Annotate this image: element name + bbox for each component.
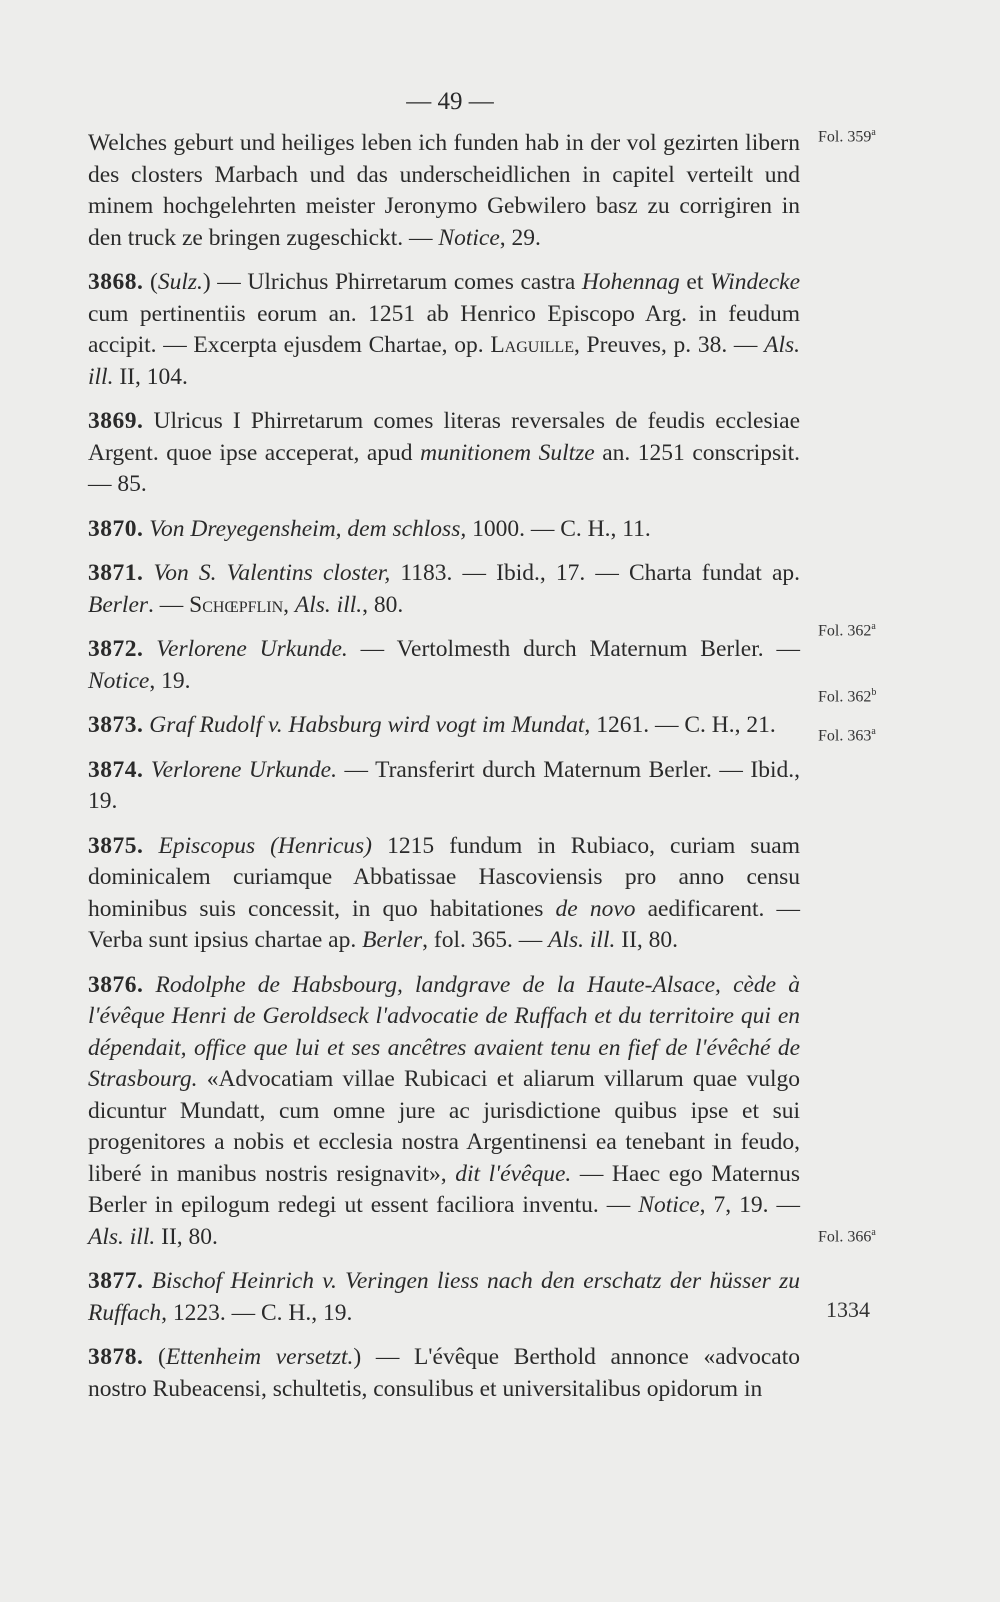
margin-note-label: Fol. 366 (818, 1228, 872, 1246)
margin-note-fol-362a (818, 621, 938, 640)
margin-note-fol-359a (818, 127, 938, 146)
text-run: ( (143, 269, 158, 295)
margin-note-label: 1334 (826, 1297, 870, 1322)
text-run-italic: de novo (555, 895, 636, 922)
margin-note-label: Fol. 362 (818, 688, 872, 706)
text-run: aedificarent. — Verba sunt ipsius chartae ap. (88, 895, 800, 953)
text-run: ) — Ulrichus Phirretarum comes castra (202, 269, 582, 295)
margin-note-sup: a (871, 1227, 876, 1238)
entry-3868 (88, 267, 800, 393)
text-run-italic: Von S. Valentins closter, (153, 560, 391, 586)
text-run-italic: Notice (88, 667, 150, 694)
text-run: et (679, 269, 710, 295)
margin-note-sup: b (871, 687, 877, 698)
margin-year (826, 1297, 946, 1323)
entry-intro (88, 128, 800, 254)
entry-3869 (88, 406, 800, 501)
text-run-italic: Bischof Heinrich v. Veringen liess nach den erschatz der hüsser zu Ruffach, (88, 1268, 800, 1326)
text-run-italic: Als. ill. (88, 1223, 156, 1250)
entry-number: 3877. (88, 1268, 144, 1294)
text-run-italic: Berler (88, 591, 149, 618)
entry-3871 (88, 558, 800, 621)
margin-note-label: Fol. 362 (818, 622, 872, 640)
entry-number: 3869. (88, 408, 144, 434)
text-run: — Transferirt durch Maternum Berler. — Ibid., 19. (88, 756, 801, 814)
margin-note-fol-366a (818, 1227, 938, 1246)
text-run: , 29. (499, 224, 541, 251)
text-run: an. 1251 conscripsit. — 85. (88, 439, 801, 497)
text-run: II, 104. (113, 363, 188, 390)
main-text (88, 128, 800, 1418)
text-run-italic: Als. ill. (88, 332, 801, 390)
margin-note-fol-362b (818, 687, 938, 706)
text-run (143, 1268, 151, 1294)
text-run: , Preuves, p. 38. — (573, 332, 765, 358)
text-run-italic: Als. ill. (548, 927, 616, 953)
text-run-italic: Hohennag (581, 269, 680, 295)
text-run: 1000. — C. H., 11. (466, 515, 651, 542)
text-run: Welches geburt und heiliges leben ich funden hab in der vol gezirten libern des closters Marbach und das underscheidlichen in capitel verteilt und minem hochgelehrten meister Jeronymo Gebwilero basz zu corrigiren in den truck ze bringen zugeschickt. — (88, 130, 800, 251)
entry-3877 (88, 1266, 800, 1329)
text-run: II, 80. (155, 1223, 218, 1250)
text-run-italic: Ettenheim versetzt. (165, 1344, 354, 1370)
text-run: , 19. (149, 667, 191, 694)
text-run-italic: Sulz. (157, 269, 203, 295)
margin-note-sup: a (871, 726, 876, 737)
text-run (143, 757, 151, 783)
text-run: 1223. — C. H., 19. (166, 1299, 353, 1326)
entry-3876 (88, 970, 800, 1254)
text-run: . — (148, 591, 190, 618)
text-run: 1261. — C. H., 21. (590, 712, 776, 738)
text-run: II, 80. (615, 927, 679, 953)
text-run-italic: Rodolphe de Habsbourg, landgrave de la Haute-Alsace, cède à l'évêque Henri de Geroldseck l'advocatie de Ruffach et du territoire qui en dépendait, office que lui et ses ancêtres avaient tenu en fief de l'évêché de Strasbourg. (88, 971, 800, 1092)
entry-3873 (88, 710, 800, 742)
text-run: , fol. 365. — (422, 927, 549, 953)
text-run (143, 560, 153, 586)
entry-number: 3878. (88, 1344, 144, 1370)
margin-note-label: Fol. 363 (818, 727, 872, 745)
entry-3874 (88, 755, 800, 818)
text-run-italic: Windecke (709, 269, 800, 295)
entry-number: 3876. (88, 971, 144, 998)
text-run-italic: Verlorene Urkunde. (150, 756, 337, 783)
text-run-italic: Von Dreyegensheim, dem schloss, (149, 515, 467, 542)
text-run: ( (143, 1344, 166, 1370)
entry-3875 (88, 831, 800, 957)
text-run: cum pertinentiis eorum an. 1251 ab Henrico Episcopo Arg. in feudum accipit. — Excerpta ejusdem Chartae, op. (88, 300, 800, 358)
text-run: , 7, 19. — (699, 1192, 801, 1218)
margin-note-sup: a (871, 621, 876, 632)
entry-3872 (88, 634, 800, 697)
entry-number: 3872. (88, 636, 144, 662)
text-run: — Haec ego Maternus Berler in epilogum redegi ut essent faciliora inventu. — (88, 1160, 800, 1218)
entry-3870 (88, 514, 800, 546)
entry-number: 3873. (88, 712, 144, 738)
text-run (143, 636, 156, 662)
text-run: 1215 fundum in Rubiaco, curiam suam dominicalem curiamque Abbatissae Hascoviensis pro anno censu hominibus suis concessit, in quo habitationes (88, 832, 800, 922)
margin-note-label: Fol. 359 (818, 128, 872, 146)
text-run-italic: Episcopus (Henricus) (158, 832, 372, 859)
text-run: , (283, 591, 295, 618)
text-run: , 80. (362, 591, 404, 618)
entry-number: 3868. (88, 269, 144, 295)
margin-note-fol-363a (818, 726, 938, 745)
text-run: «Advocatiam villae Rubicaci et aliarum villarum quae vulgo dicuntur Mundatt, cum omne jure ac jurisdictione quibus ipse et sui progenitores a nobis et ecclesia nostra Argentinensi ea tenebant in feudo, liberé in manibus nostris resignavit», (88, 1066, 800, 1187)
page-number: — 49 — (406, 88, 494, 115)
entry-3878 (88, 1342, 800, 1405)
text-run: 1183. — Ibid., 17. — Charta fundat ap. (390, 560, 800, 586)
margin-note-sup: a (871, 127, 876, 138)
text-run-italic: Verlorene Urkunde. (156, 636, 348, 662)
text-run: ) — L'évêque Berthold annonce «advocato nostro Rubeacensi, schultetis, consulibus et universitalibus opidorum in (88, 1344, 801, 1402)
text-run-italic: Notice (638, 1192, 700, 1218)
entry-number: 3874. (88, 756, 144, 783)
entry-number: 3871. (88, 560, 144, 586)
text-run (143, 833, 158, 859)
text-run-italic: Graf Rudolf v. Habsburg wird vogt im Mundat, (149, 712, 591, 738)
entry-number: 3875. (88, 832, 144, 859)
text-run: — Vertolmesth durch Maternum Berler. — (347, 636, 801, 662)
text-run-italic: Als. ill. (294, 591, 363, 618)
text-run (143, 972, 155, 998)
text-run-smallcaps: Laguille (490, 332, 574, 358)
text-run-italic: dit l'évêque. (455, 1160, 572, 1187)
entry-number: 3870. (88, 515, 144, 542)
text-run: Ulricus I Phirretarum comes literas reversales de feudis ecclesiae Argent. quoe ipse acceperat, apud (88, 408, 800, 466)
text-run-italic: Notice (438, 224, 500, 251)
text-run-italic: munitionem Sultze (420, 439, 595, 466)
text-run-italic: Berler (362, 927, 423, 953)
text-run-smallcaps: Schœpflin (189, 591, 284, 618)
